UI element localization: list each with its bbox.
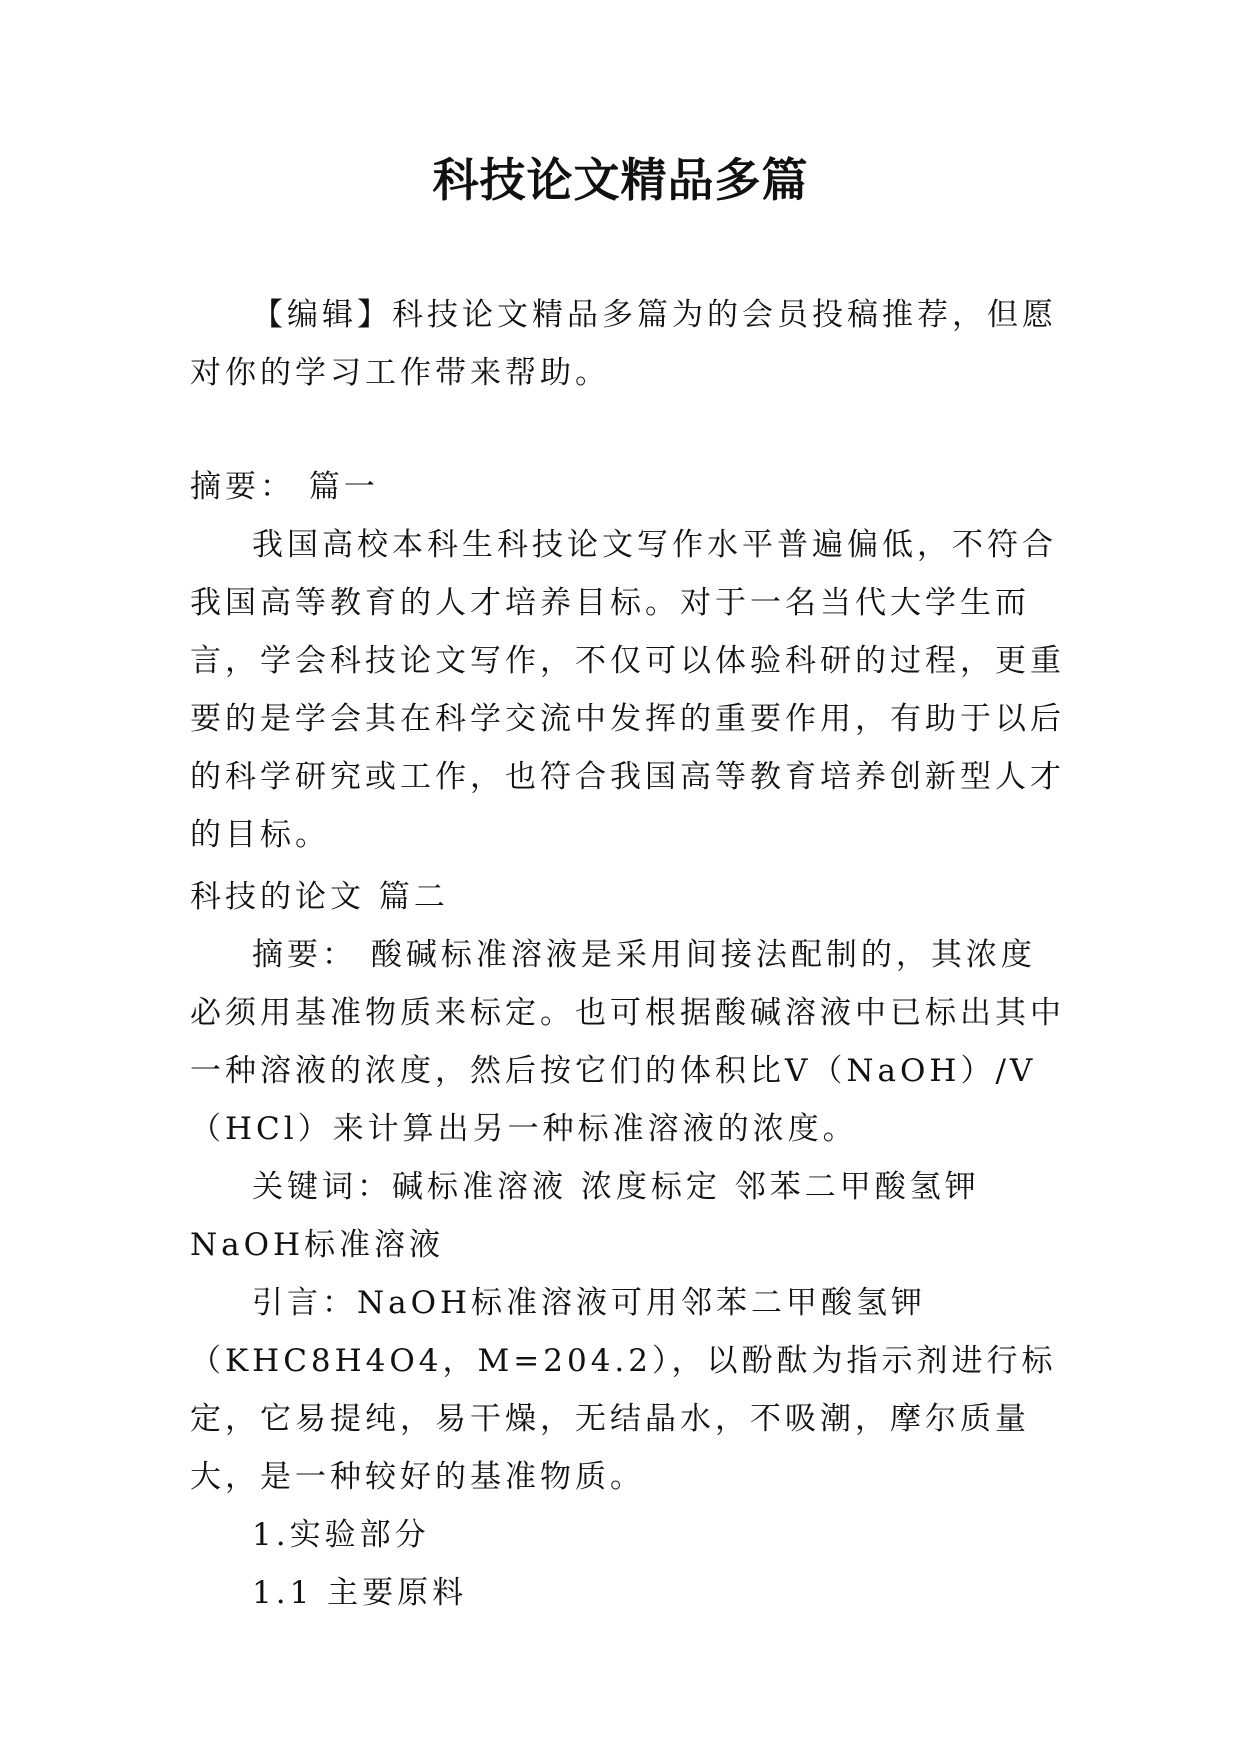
intro-paragraph: 【编辑】科技论文精品多篇为的会员投稿推荐，但愿对你的学习工作带来帮助。 [190, 297, 1057, 391]
section-two-abstract: 摘要： 酸碱标准溶液是采用间接法配制的，其浓度必须用基准物质来标定。也可根据酸碱溶液中已标出其中一种溶液的浓度，然后按它们的体积比V（NaOH）/V（HCl）来计算出另一种标准溶液的浓度。 [190, 937, 1065, 1147]
subheading-experimental: 1.实验部分 [252, 1517, 430, 1553]
document-title: 科技论文精品多篇 [432, 153, 809, 207]
section-two-introduction: 引言：NaOH标准溶液可用邻苯二甲酸氢钾（KHC8H4O4，M=204.2），以酚酞为指示剂进行标定，它易提纯，易干燥，无结晶水，不吸潮，摩尔质量大，是一种较好的基准物质。 [190, 1285, 1057, 1495]
section-one-paragraph: 我国高校本科生科技论文写作水平普遍偏低，不符合我国高等教育的人才培养目标。对于一名当代大学生而言，学会科技论文写作，不仅可以体验科研的过程，更重要的是学会其在科学交流中发挥的重要作用，有助于以后的科学研究或工作，也符合我国高等教育培养创新型人才的目标。 [190, 527, 1065, 853]
intro-block [190, 286, 1070, 402]
section-one [190, 458, 1070, 864]
subheading-main-materials: 1.1 主要原料 [252, 1575, 468, 1611]
section-two-heading: 科技的论文 篇二 [190, 879, 449, 915]
section-two [190, 868, 1070, 1622]
section-two-keywords: 关键词：碱标准溶液 浓度标定 邻苯二甲酸氢钾 NaOH标准溶液 [190, 1169, 980, 1263]
section-one-heading: 摘要： 篇一 [190, 469, 379, 505]
